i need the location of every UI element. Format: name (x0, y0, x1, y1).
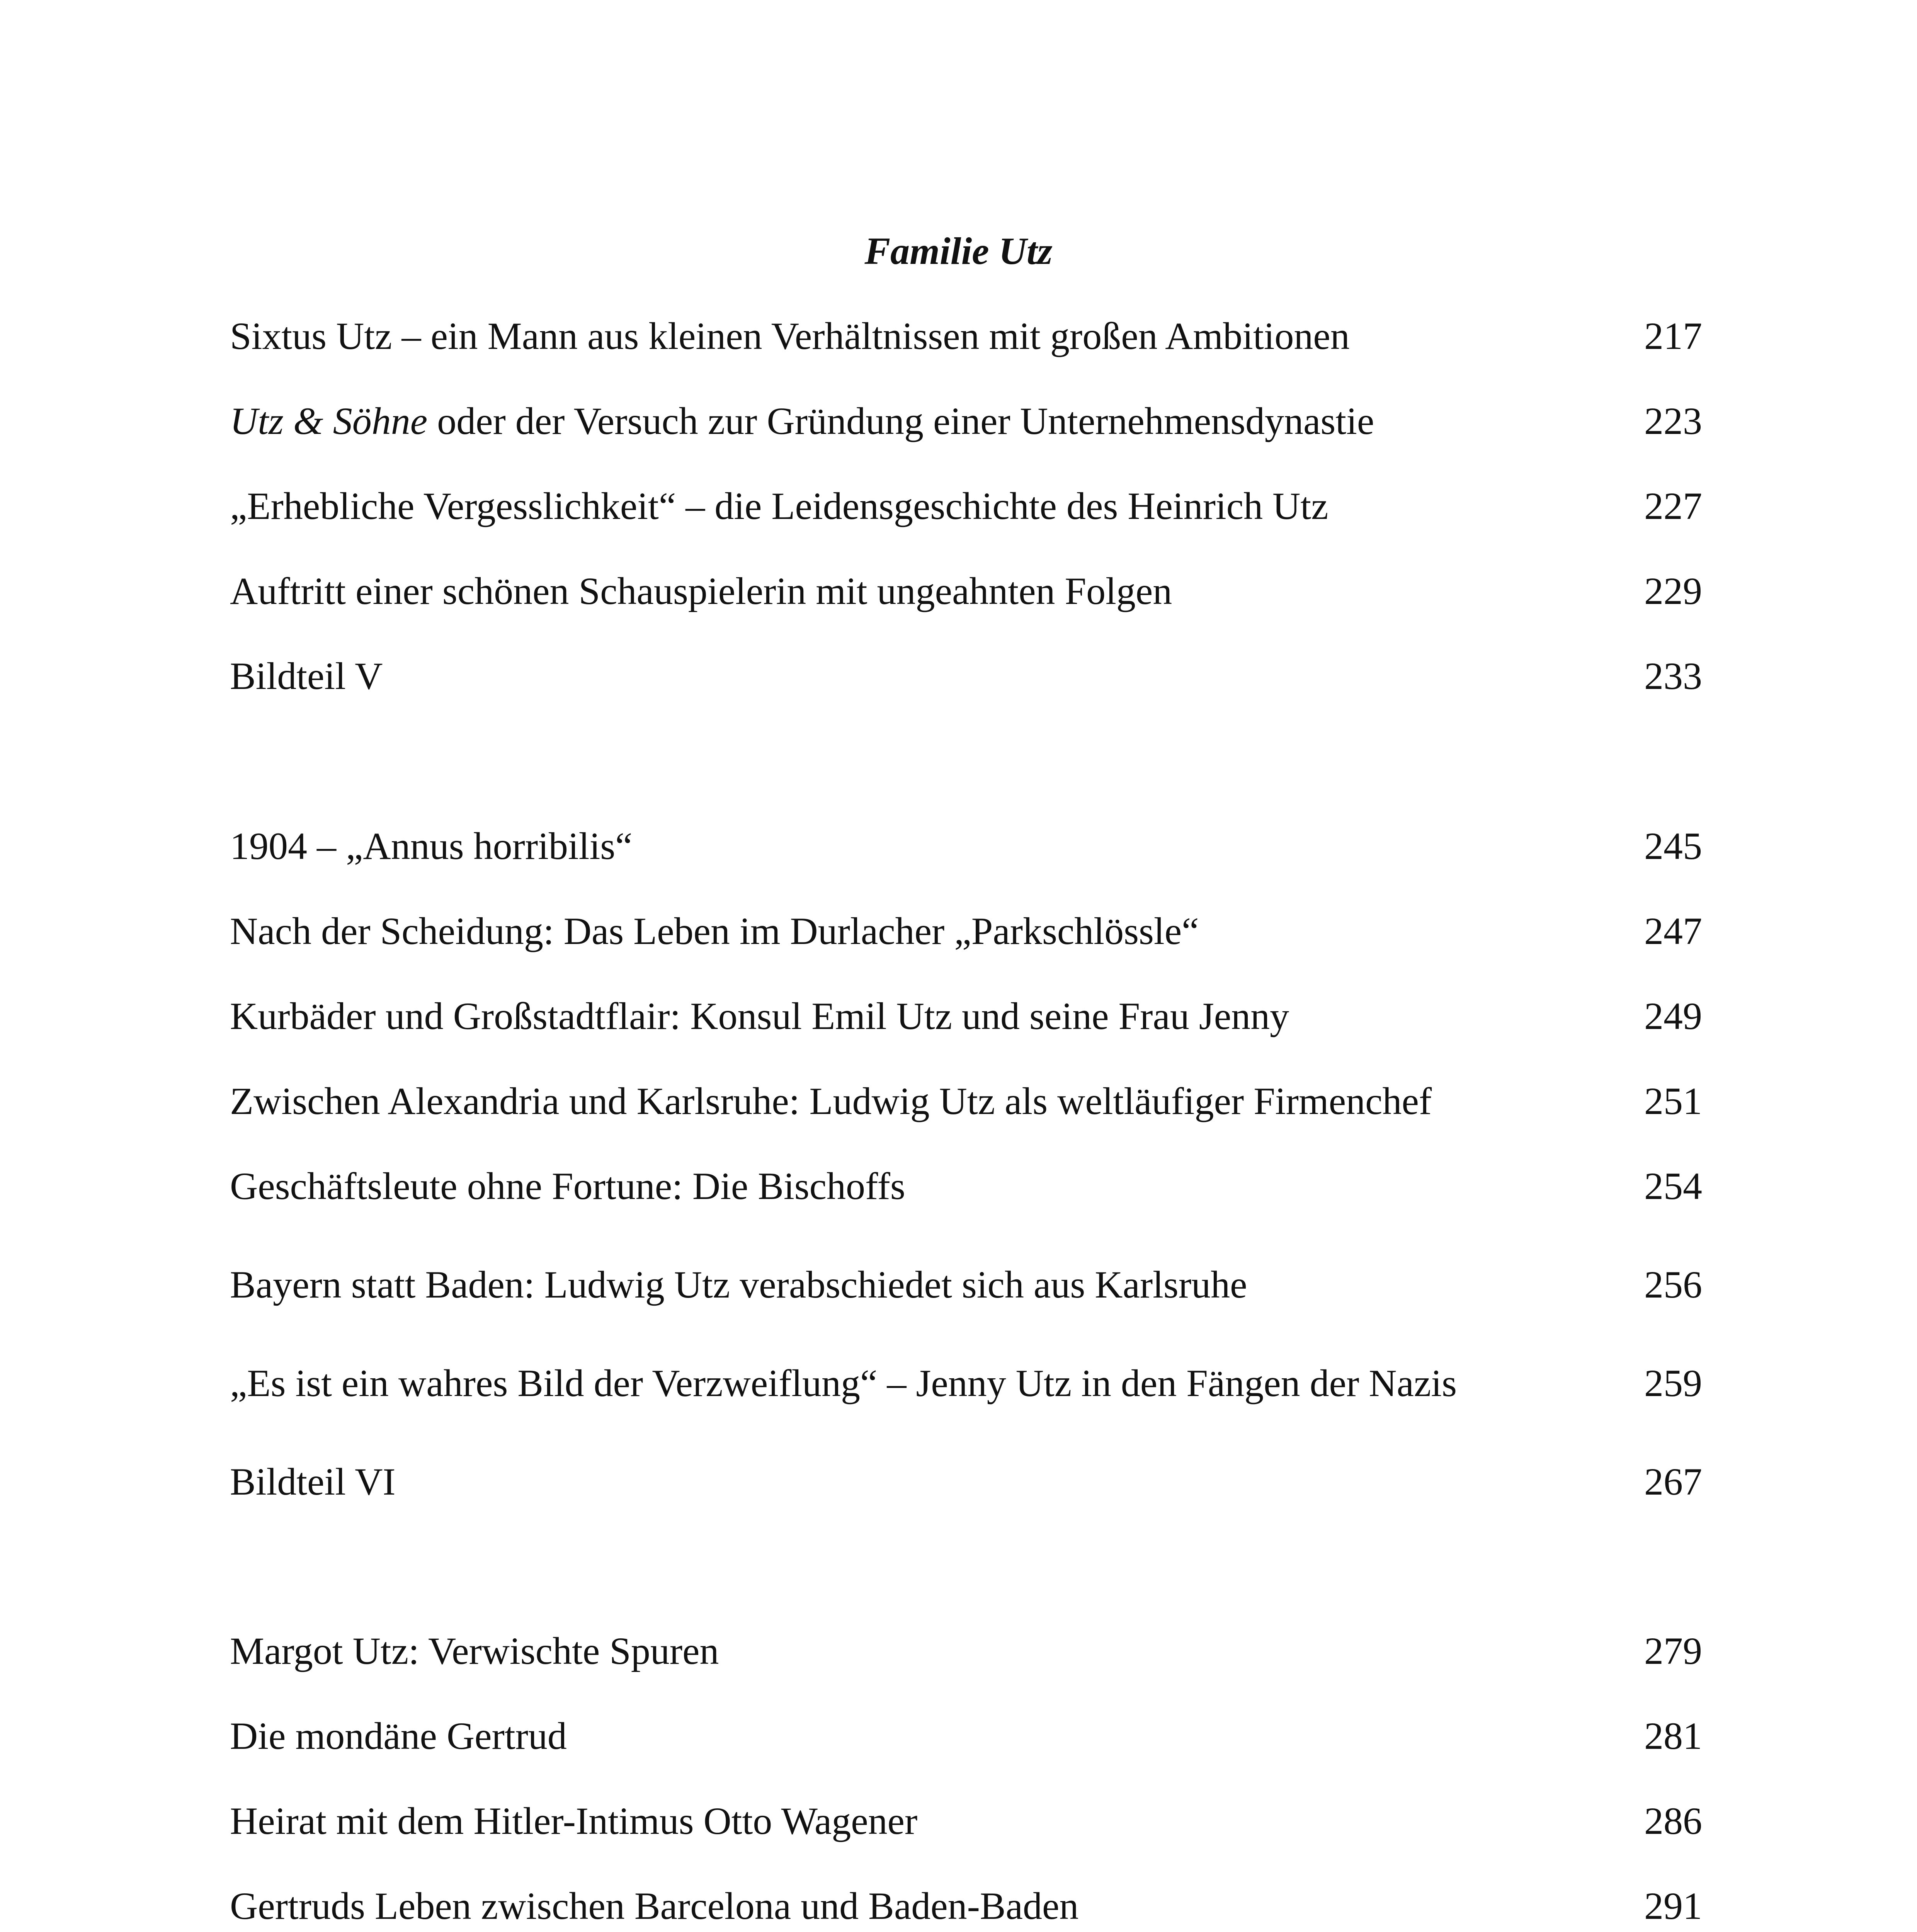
toc-entry-title-italic: Utz & Söhne (230, 400, 428, 442)
section-title: Familie Utz (864, 230, 1053, 272)
toc-entry (230, 481, 1702, 531)
toc-entry (230, 1711, 1702, 1761)
toc-entry (230, 821, 1702, 871)
toc-entry (230, 1260, 1702, 1310)
toc-entry-page: 249 (1644, 995, 1702, 1037)
toc-entry (230, 1881, 1702, 1931)
toc-entry-page: 223 (1644, 400, 1702, 442)
toc-entry-page: 217 (1644, 315, 1702, 357)
toc-entry-page: 256 (1644, 1263, 1702, 1306)
toc-entry-page: 229 (1644, 570, 1702, 612)
toc-entry (230, 1457, 1702, 1507)
toc-entry-title: 1904 – „Annus horribilis“ (230, 825, 633, 867)
toc-entry-page: 259 (1644, 1362, 1702, 1405)
toc-entry-title: Heirat mit dem Hitler-Intimus Otto Wagener (230, 1799, 918, 1842)
toc-entry-title: „Es ist ein wahres Bild der Verzweiflung“ – Jenny Utz in den Fängen der Nazis (230, 1362, 1457, 1405)
toc-entry-page: 279 (1644, 1629, 1702, 1672)
toc-entry-title: Zwischen Alexandria und Karlsruhe: Ludwig Utz als weltläufiger Firmenchef (230, 1080, 1432, 1122)
toc-entry-title: Geschäftsleute ohne Fortune: Die Bischoffs (230, 1165, 905, 1208)
toc-entry-title: Auftritt einer schönen Schauspielerin mit ungeahnten Folgen (230, 570, 1172, 612)
toc-entry-page: 247 (1644, 910, 1702, 952)
toc-entry-title: Margot Utz: Verwischte Spuren (230, 1629, 719, 1672)
toc-entry-page: 291 (1644, 1884, 1702, 1927)
toc-entry-title-rest: oder der Versuch zur Gründung einer Unternehmensdynastie (427, 400, 1374, 442)
toc-entry-title: Gertruds Leben zwischen Barcelona und Baden-Baden (230, 1884, 1079, 1927)
toc-entry (230, 1626, 1702, 1676)
toc-entry (230, 1161, 1702, 1211)
toc-entry-title: Bayern statt Baden: Ludwig Utz verabschiedet sich aus Karlsruhe (230, 1263, 1247, 1306)
toc-entry-title (230, 396, 1374, 446)
toc-entry-page: 286 (1644, 1799, 1702, 1842)
toc-entry-page: 233 (1644, 655, 1702, 697)
toc-entry (230, 1076, 1702, 1126)
toc-entry-title: „Erhebliche Vergesslichkeit“ – die Leidensgeschichte des Heinrich Utz (230, 485, 1328, 527)
toc-entry (230, 991, 1702, 1041)
toc-entry-page: 227 (1644, 485, 1702, 527)
toc-entry-title: Bildteil V (230, 655, 383, 697)
toc-entry (230, 1796, 1702, 1846)
toc-entry (230, 1358, 1702, 1408)
toc-entry-title: Kurbäder und Großstadtflair: Konsul Emil Utz und seine Frau Jenny (230, 995, 1289, 1037)
toc-entry-title: Sixtus Utz – ein Mann aus kleinen Verhältnissen mit großen Ambitionen (230, 315, 1350, 357)
toc-entry-page: 267 (1644, 1460, 1702, 1503)
toc-entry-title: Nach der Scheidung: Das Leben im Durlacher „Parkschlössle“ (230, 910, 1199, 952)
toc-entry (230, 311, 1702, 361)
toc-entry (230, 566, 1702, 616)
toc-entry-page: 254 (1644, 1165, 1702, 1208)
toc-entry-page: 251 (1644, 1080, 1702, 1122)
toc-entry-title: Die mondäne Gertrud (230, 1714, 567, 1757)
toc-entry-page: 245 (1644, 825, 1702, 867)
toc-entry-title: Bildteil VI (230, 1460, 396, 1503)
toc-entry (230, 651, 1702, 701)
toc-entry-page: 281 (1644, 1714, 1702, 1757)
toc-entry (230, 906, 1702, 956)
toc-entry (230, 396, 1702, 446)
